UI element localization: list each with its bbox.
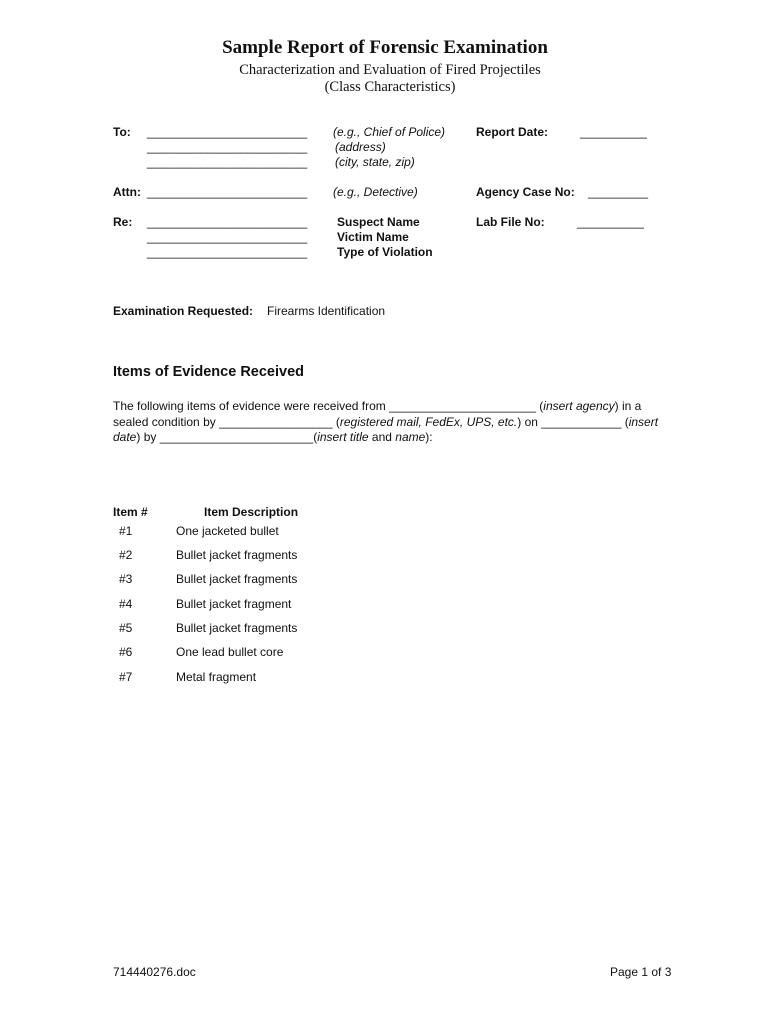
table-row	[0, 597, 770, 617]
re-hint-victim: Victim Name	[337, 230, 409, 244]
item-description: One lead bullet core	[176, 645, 284, 659]
lab-file-line: __________	[577, 215, 644, 229]
to-line-2: ________________________	[147, 140, 308, 154]
para-hint-date: insert date	[113, 414, 659, 444]
para-text-5: and	[368, 430, 396, 444]
re-line-1: ________________________	[147, 215, 308, 229]
column-header-item: Item #	[113, 505, 148, 519]
agency-case-line: _________	[588, 185, 649, 199]
para-text-3: ) on ____________ (	[517, 414, 629, 429]
evidence-paragraph	[113, 399, 673, 446]
table-row	[0, 572, 770, 592]
report-date-label: Report Date:	[476, 125, 549, 139]
item-number: #1	[119, 524, 133, 538]
table-row	[0, 645, 770, 665]
to-hint-1: (e.g., Chief of Police)	[333, 125, 446, 139]
attn-hint: (e.g., Detective)	[333, 185, 418, 199]
to-hint-3: (city, state, zip)	[335, 155, 415, 169]
item-number: #4	[119, 597, 133, 611]
item-number: #5	[119, 621, 133, 635]
para-text-6: ):	[425, 430, 433, 444]
table-row	[0, 548, 770, 568]
to-label: To:	[113, 125, 131, 139]
para-hint-shipping: registered mail, FedEx, UPS, etc.	[339, 414, 518, 429]
exam-label: Examination Requested:	[113, 304, 254, 318]
footer-page-number: Page 1 of 3	[610, 965, 672, 979]
re-line-3: ________________________	[147, 245, 308, 259]
item-number: #6	[119, 645, 133, 659]
table-row	[0, 670, 770, 690]
evidence-heading: Items of Evidence Received	[113, 364, 304, 380]
para-text-4: ) by _______________________(	[136, 430, 318, 444]
item-description: Bullet jacket fragment	[176, 597, 292, 611]
re-hint-violation: Type of Violation	[337, 245, 433, 259]
re-label: Re:	[113, 215, 133, 229]
para-hint-title: insert title	[317, 430, 369, 444]
item-number: #7	[119, 670, 133, 684]
re-hint-suspect: Suspect Name	[337, 215, 420, 229]
item-description: Metal fragment	[176, 670, 257, 684]
item-description: Bullet jacket fragments	[176, 548, 298, 562]
re-line-2: ________________________	[147, 230, 308, 244]
to-line-3: ________________________	[147, 155, 308, 169]
footer-filename: 714440276.doc	[113, 965, 196, 979]
item-number: #3	[119, 572, 133, 586]
attn-label: Attn:	[113, 185, 141, 199]
item-description: One jacketed bullet	[176, 524, 279, 538]
table-row	[0, 524, 770, 544]
item-description: Bullet jacket fragments	[176, 572, 298, 586]
to-hint-2: (address)	[335, 140, 386, 154]
column-header-description: Item Description	[204, 505, 299, 519]
exam-value: Firearms Identification	[267, 304, 386, 318]
attn-line: ________________________	[147, 185, 308, 199]
document-title: Sample Report of Forensic Examination	[222, 37, 548, 58]
to-line-1: ________________________	[147, 125, 308, 139]
lab-file-label: Lab File No:	[476, 215, 545, 229]
para-text-1: The following items of evidence were received from ______________________ (	[113, 399, 544, 413]
para-hint-name: name	[395, 430, 426, 444]
document-subtitle: Characterization and Evaluation of Fired Projectiles	[239, 62, 541, 78]
document-subtitle-class: (Class Characteristics)	[324, 79, 456, 95]
item-description: Bullet jacket fragments	[176, 621, 298, 635]
item-number: #2	[119, 548, 133, 562]
report-date-line: __________	[580, 125, 647, 139]
para-hint-agency: insert agency	[543, 399, 615, 413]
para-text-2: ) in a sealed condition by _________________ (	[113, 399, 642, 429]
agency-case-label: Agency Case No:	[476, 185, 575, 199]
table-row	[0, 621, 770, 641]
